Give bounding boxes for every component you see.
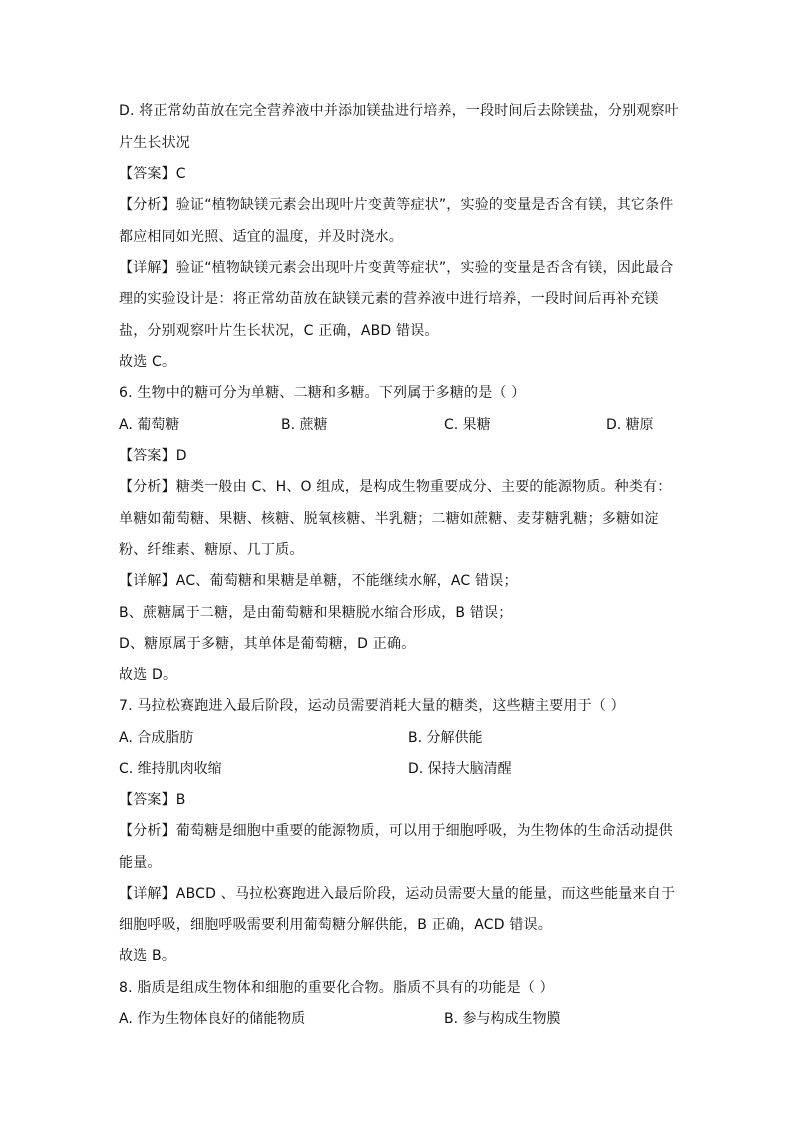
q7-analysis-line-1: 【分析】葡萄糖是细胞中重要的能源物质，可以用于细胞呼吸，为生物体的生命活动提供 (119, 823, 673, 839)
q7-choose: 故选 B。 (119, 948, 177, 964)
q5-detail-line-3: 盐，分别观察叶片生长状况，C 正确，ABD 错误。 (119, 323, 439, 339)
q7-answer: 【答案】B (119, 792, 186, 808)
q5-answer: 【答案】C (119, 166, 186, 182)
q6-option-b: B. 蔗糖 (281, 417, 328, 433)
q6-analysis-line-3: 粉、纤维素、糖原、几丁质。 (119, 542, 304, 558)
q5-analysis-line-2: 都应相同如光照、适宜的温度，并及时浇水。 (119, 229, 403, 245)
q7-detail-line-2: 细胞呼吸，细胞呼吸需要利用葡萄糖分解供能，B 正确，ACD 错误。 (119, 917, 552, 933)
q6-stem: 6. 生物中的糖可分为单糖、二糖和多糖。下列属于多糖的是（ ） (119, 385, 526, 401)
q6-option-d: D. 糖原 (606, 417, 654, 433)
q6-detail-line-1: 【详解】AC、葡萄糖和果糖是单糖，不能继续水解，AC 错误； (119, 573, 518, 589)
q7-option-c: C. 维持肌肉收缩 (119, 761, 222, 777)
q8-options-row-1 (119, 1009, 679, 1029)
q7-option-d: D. 保持大脑清醒 (408, 761, 512, 777)
q6-option-a: A. 葡萄糖 (119, 417, 180, 433)
q5-analysis-line-1: 【分析】验证“植物缺镁元素会出现叶片变黄等症状”，实验的变量是否含有镁，其它条件 (119, 197, 674, 213)
q8-stem: 8. 脂质是组成生物体和细胞的重要化合物。脂质不具有的功能是（ ） (119, 980, 554, 996)
q7-stem: 7. 马拉松赛跑进入最后阶段，运动员需要消耗大量的糖类，这些糖主要用于（ ） (119, 698, 625, 714)
q6-analysis-line-2: 单糖如葡萄糖、果糖、核糖、脱氧核糖、半乳糖；二糖如蔗糖、麦芽糖乳糖；多糖如淀 (119, 511, 659, 527)
q6-detail-line-3: D、糖原属于多糖，其单体是葡萄糖，D 正确。 (119, 636, 416, 652)
q6-answer: 【答案】D (119, 448, 187, 464)
q7-option-b: B. 分解供能 (408, 730, 483, 746)
q7-options-row-1 (119, 728, 679, 748)
q7-options-row-2 (119, 759, 679, 779)
q5-option-d-line-1: D. 将正常幼苗放在完全营养液中并添加镁盐进行培养，一段时间后去除镁盐，分别观察叶 (119, 103, 679, 119)
q5-choose: 故选 C。 (119, 354, 177, 370)
q6-detail-line-2: B、蔗糖属于二糖，是由葡萄糖和果糖脱水缩合形成，B 错误； (119, 605, 513, 621)
q8-option-a: A. 作为生物体良好的储能物质 (119, 1011, 306, 1027)
q6-choose: 故选 D。 (119, 667, 178, 683)
q7-option-a: A. 合成脂肪 (119, 730, 194, 746)
q8-option-b: B. 参与构成生物膜 (444, 1011, 561, 1027)
q6-options (119, 415, 679, 435)
q6-analysis-line-1: 【分析】糖类一般由 C、H、O 组成，是构成生物重要成分、主要的能源物质。种类有： (119, 479, 672, 495)
q5-option-d-line-2: 片生长状况 (119, 135, 190, 151)
q5-detail-line-2: 理的实验设计是：将正常幼苗放在缺镁元素的营养液中进行培养，一段时间后再补充镁 (119, 291, 659, 307)
q7-analysis-line-2: 能量。 (119, 855, 162, 871)
q6-option-c: C. 果糖 (444, 417, 491, 433)
q7-detail-line-1: 【详解】ABCD 、马拉松赛跑进入最后阶段，运动员需要大量的能量，而这些能量来自于 (119, 886, 676, 902)
q5-detail-line-1: 【详解】验证“植物缺镁元素会出现叶片变黄等症状”，实验的变量是否含有镁，因此最合 (119, 260, 674, 276)
